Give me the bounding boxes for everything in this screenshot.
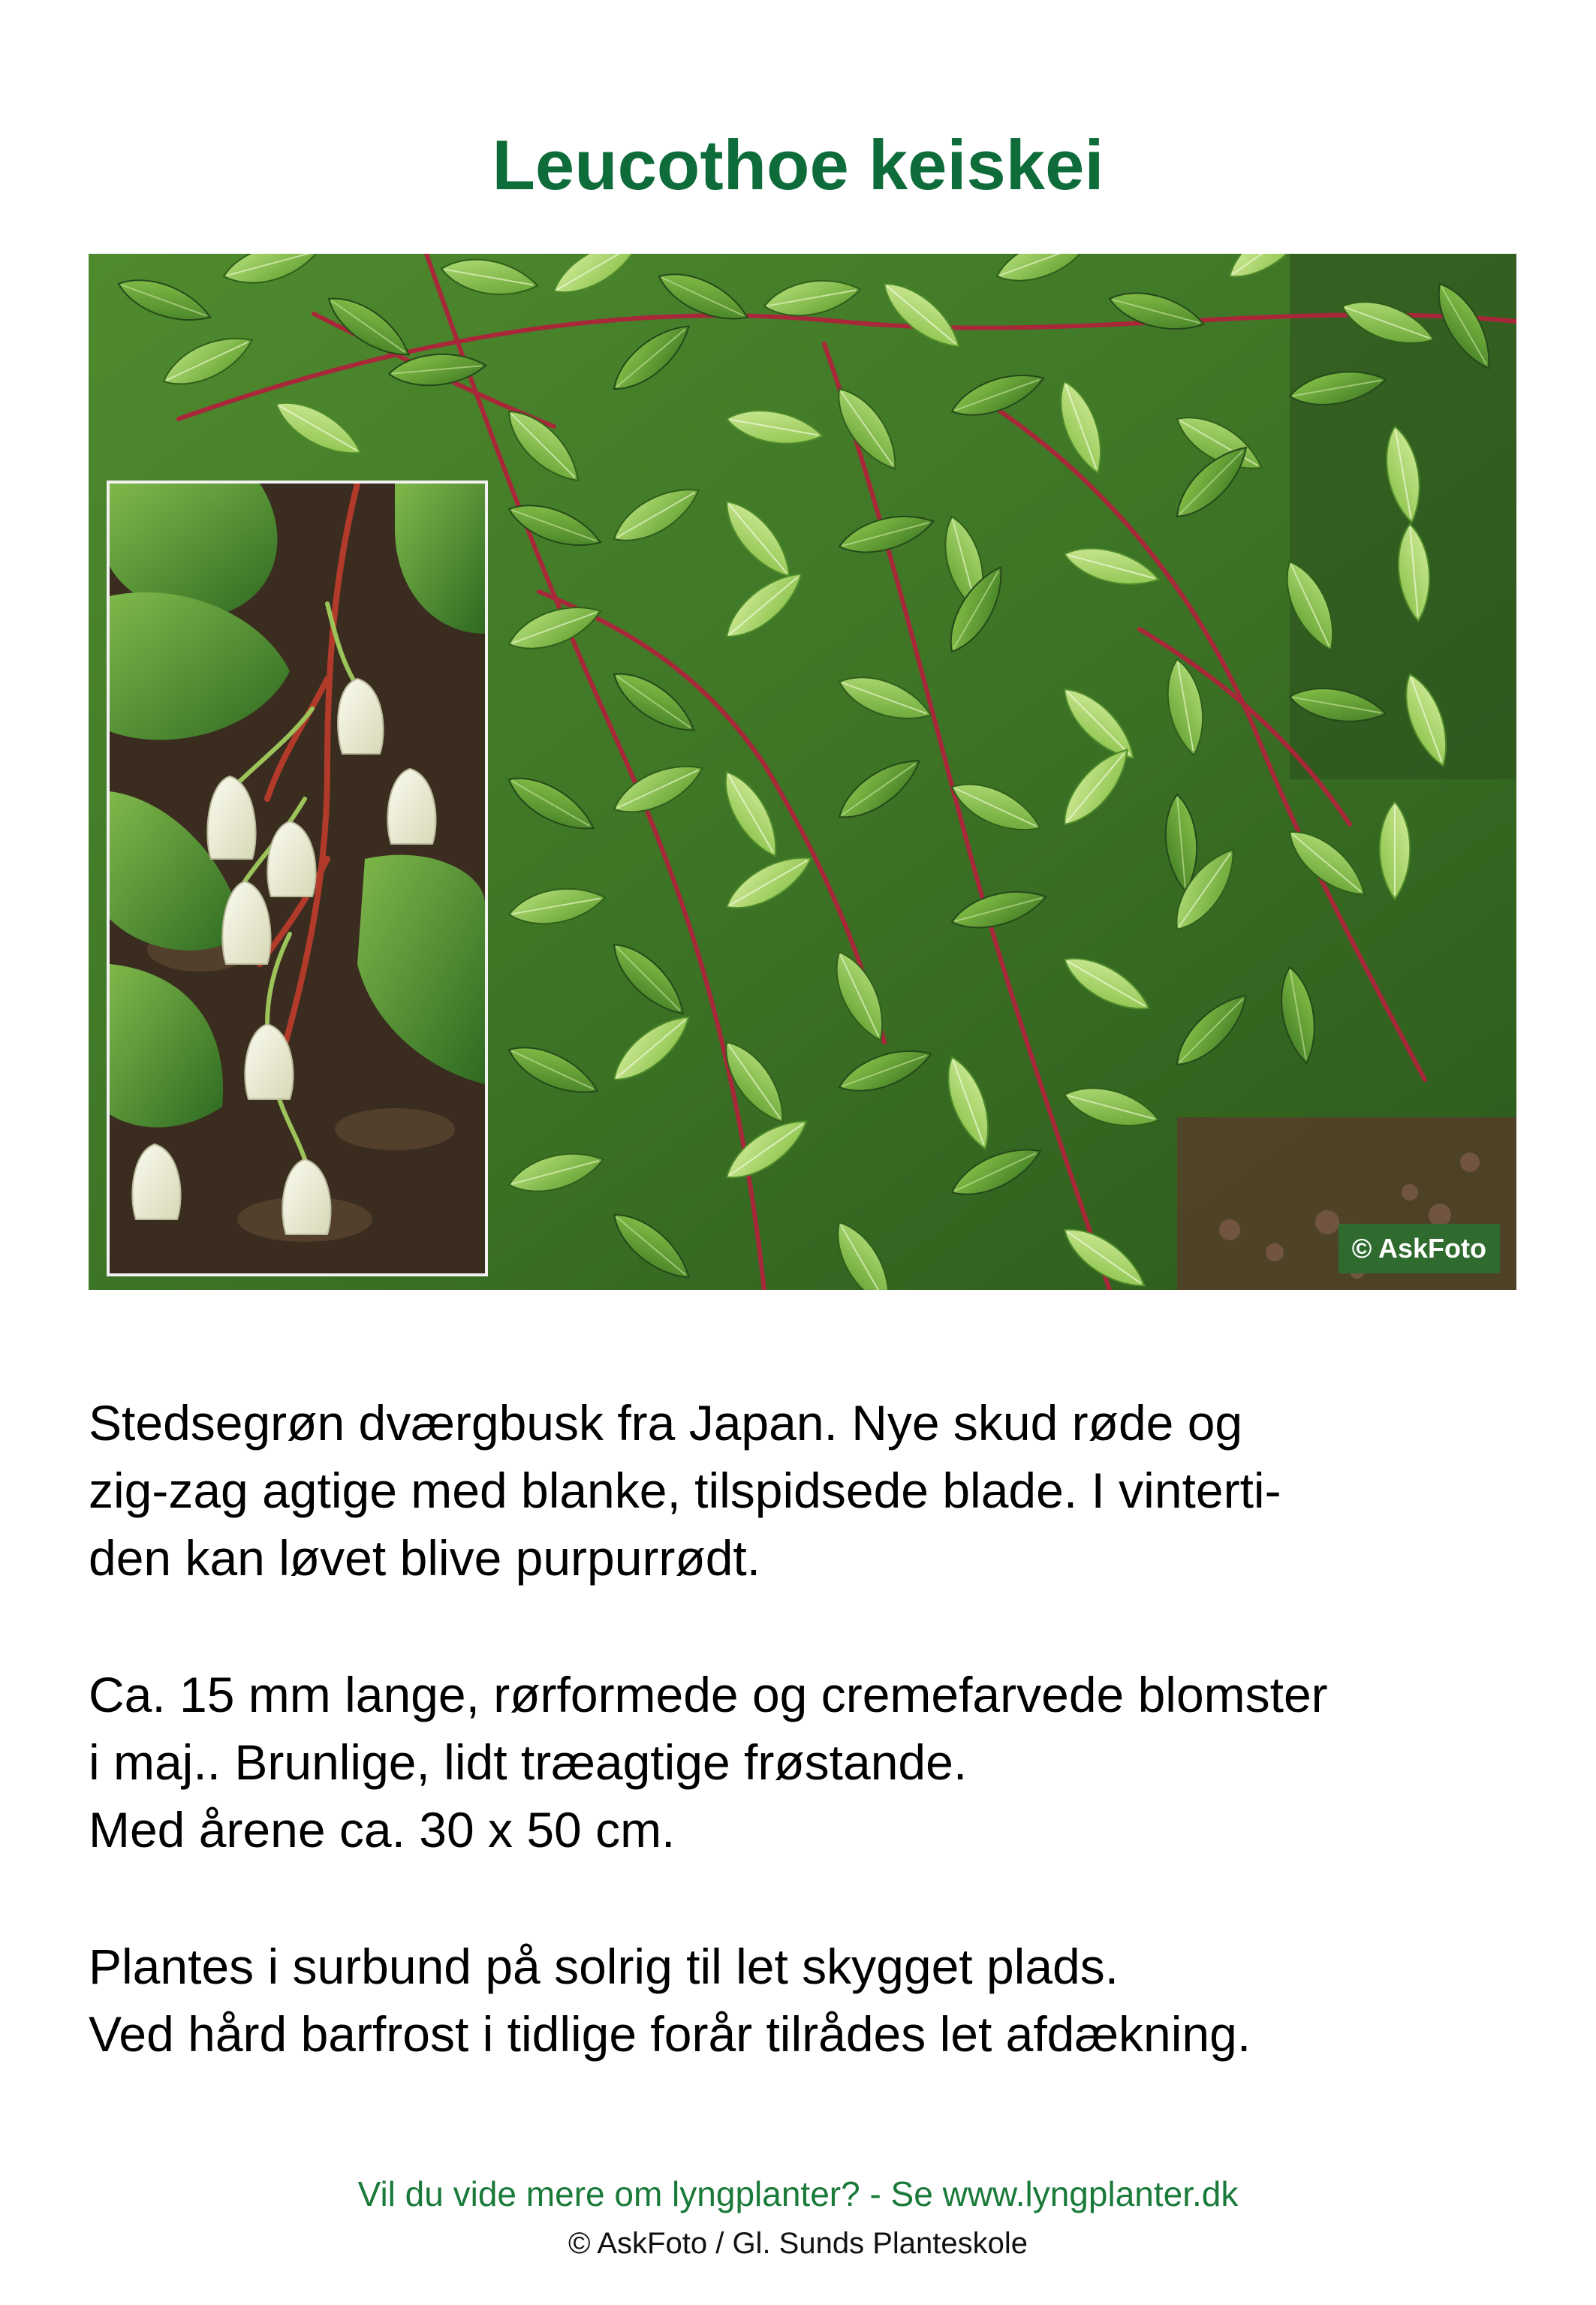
description-paragraph-2	[89, 1661, 1530, 1864]
photo-credit-badge: © AskFoto	[1339, 1224, 1500, 1273]
text-line: Ca. 15 mm lange, rørformede og cremefarvede blomster	[89, 1667, 1328, 1722]
footer-copyright: © AskFoto / Gl. Sunds Planteskole	[568, 2227, 1028, 2260]
flower-closeup-illustration	[110, 484, 485, 1273]
description	[89, 1389, 1530, 2137]
page-title: Leucothoe keiskei	[492, 125, 1104, 204]
text-line: Stedsegrøn dværgbusk fra Japan. Nye skud røde og	[89, 1395, 1243, 1451]
text-line: Med årene ca. 30 x 50 cm.	[89, 1802, 676, 1858]
description-paragraph-3	[89, 1933, 1530, 2068]
text-line: zig-zag agtige med blanke, tilspidsede blade. I vinterti-	[89, 1463, 1281, 1518]
flower-closeup-inset	[107, 481, 488, 1276]
text-line: Ved hård barfrost i tidlige forår tilrådes let afdækning.	[89, 2006, 1251, 2062]
text-line: den kan løvet blive purpurrødt.	[89, 1530, 761, 1586]
text-line: Plantes i surbund på solrig til let skygget plads.	[89, 1939, 1119, 1994]
description-paragraph-1	[89, 1389, 1530, 1592]
plant-photo	[89, 254, 1516, 1290]
text-line: i maj.. Brunlige, lidt træagtige frøstande.	[89, 1734, 968, 1790]
footer-website-link[interactable]: Vil du vide mere om lyngplanter? - Se www.lyngplanter.dk	[357, 2174, 1239, 2213]
